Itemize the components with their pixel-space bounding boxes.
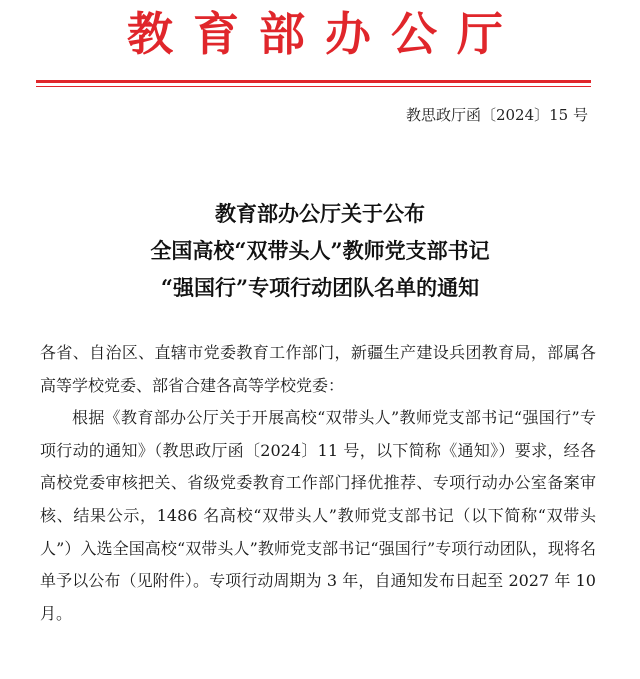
title-line-3: “强国行”专项行动团队名单的通知 <box>160 275 480 300</box>
document-title <box>0 195 640 306</box>
document-body <box>40 337 596 630</box>
body-paragraph-1: 根据《教育部办公厅关于开展高校“双带头人”教师党支部书记“强国行”专项行动的通知》（教思政厅函〔2024〕11 号，以下简称《通知》）要求，经各高校党委审核把关、省级党委教育工作部门择优推荐、专项行动办公室备案审核、结果公示，1486 名高校“双带头人”教师党支部书记（以下简称“双带头人”）入选全国高校“双带头人”教师党支部书记“强国行”专项行动团队，现将名单予以公布（见附件）。专项行动周期为 3 年，自通知发布日起至 2027 年 10 月。 <box>40 408 596 623</box>
title-line-2: 全国高校“双带头人”教师党支部书记 <box>150 238 490 263</box>
issuing-organization-header: 教育部办公厅 <box>127 7 523 61</box>
document-number: 教思政厅函〔2024〕15 号 <box>405 106 588 124</box>
title-line-1: 教育部办公厅关于公布 <box>215 201 425 226</box>
addressee-paragraph: 各省、自治区、直辖市党委教育工作部门，新疆生产建设兵团教育局，部属各高等学校党委、部省合建各高等学校党委： <box>40 343 596 395</box>
red-divider-thin <box>36 86 591 87</box>
red-divider-thick <box>36 80 591 83</box>
